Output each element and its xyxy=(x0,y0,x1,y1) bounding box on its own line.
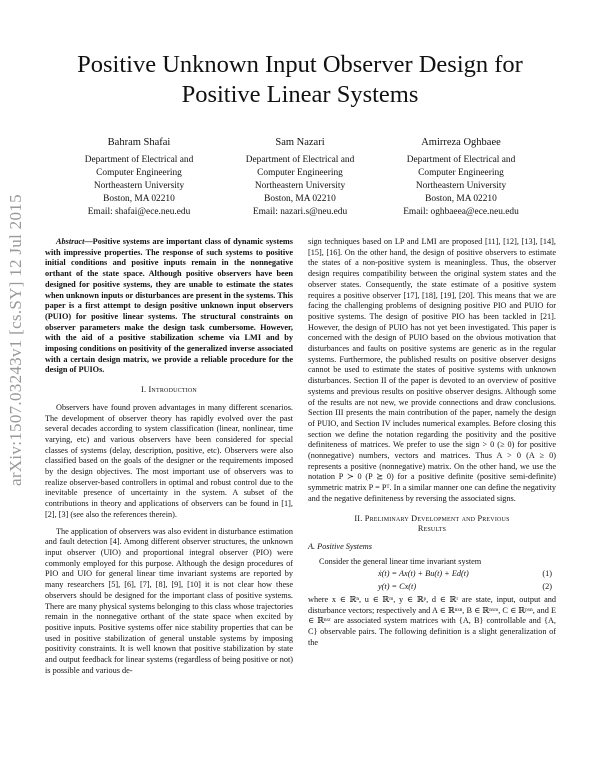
author-block-3 xyxy=(381,136,541,219)
author-affiliation-line: Northeastern University xyxy=(93,181,185,191)
left-column xyxy=(45,237,293,676)
section-2-paragraph-2: where x ∈ ℝⁿ, u ∈ ℝᵐ, y ∈ ℝᵖ, d ∈ ℝʳ are state, input, output and disturbance vectors; respectively and A ∈ ℝⁿˣⁿ, B ∈ ℝⁿˣᵐ, C ∈ ℝᵖˣⁿ, and E ∈ ℝⁿˣʳ are associated system matrices with {A, B} controllable and {A, C} observable pairs. The following definition is a slight generalization of the xyxy=(308,594,556,647)
author-affiliation-line: Department of Electrical and xyxy=(406,155,516,165)
section-2-heading xyxy=(308,514,556,535)
author-affiliation-line: Boston, MA 02210 xyxy=(264,194,336,204)
author-affiliation-line: Department of Electrical and xyxy=(84,155,194,165)
right-paragraph-1: sign techniques based on LP and LMI are proposed [11], [12], [13], [14], [15], [16]. On the other hand, the design of positive observers to estimate the states of a non-positive system is meaningless. Thus, the observer design requires compatibility between the original system states and the observer states. Consequently, the state estimate of a positive system requires a positive observer [17], [18], [19], [20]. This means that we are facing the challenging problems of designing positive PIO and PUIO for positive systems. The design of positive PIO has been tackled in [21]. However, the design of PUIO has not yet been investigated. This paper is concerned with the design of PUIO based on the obvious motivation that disturbances and faults on positive systems are generic as in the regular systems. Furthermore, the published results on positive observer designs cannot be used to estimate the states of positive systems with unknown disturbances. Section II of the paper is devoted to an overview of positive systems and previous results on positive observer designs. Although some of the results are not new, we provide connections and draw conclusions. Section III presents the main contribution of the paper, namely the design of PUIO, and Section IV includes numerical examples. Before closing this section we define the notation regarding the positivity and the positive definiteness of matrices. We prefer to use the sign > 0 (≥ 0) for positive (nonnegative) numbers, vectors and matrices. Thus A > 0 (A ≥ 0) represents a positive (nonnegative) matrix. On the other hand, we use the notation P ≻ 0 (P ⪰ 0) for a positive definite (positive semi-definite) symmetric matrix P = Pᵀ. In a similar manner one can define the negativity and the negative definiteness by reversing the associated signs. xyxy=(308,237,556,503)
intro-heading: I. Introduction xyxy=(141,385,197,395)
paper-title xyxy=(60,50,540,110)
section-2-paragraph-1: Consider the general linear time invariant system xyxy=(319,556,482,566)
equation-2-number: (2) xyxy=(542,582,552,592)
abstract xyxy=(45,237,293,376)
abstract-text: —Positive systems are important class of dynamic systems with impressive properties. The response of such systems to positive initial conditions and positive inputs remain in the nonnegative orthant of the state space. Although positive observers have been designed for positive systems, they are unable to estimate the states when unknown inputs or disturbances are present in the systems. This paper is a first attempt to design positive unknown input observers (PUIO) for positive linear systems. The structural constraints on observer parameters make the design task cumbersome. However, with the aid of a positive stabilization scheme via LMI and by imposing conditions on positivity of the generalized inverse associated with a certain design matrix, we provide a reliable procedure for the design of PUIOs. xyxy=(45,237,293,375)
equation-1-body: ẋ(t) = Ax(t) + Bu(t) + Ed(t) xyxy=(378,569,469,579)
author-affiliation-line: Boston, MA 02210 xyxy=(103,194,175,204)
arxiv-identifier: arXiv:1507.03243v1 [cs.SY] 12 Jul 2015 xyxy=(6,194,25,486)
author-affiliation-line: Northeastern University xyxy=(254,181,346,191)
author-name: Amirreza Oghbaee xyxy=(421,137,501,148)
author-block-1 xyxy=(59,136,219,219)
author-affiliation-line: Boston, MA 02210 xyxy=(425,194,497,204)
equation-2-body: y(t) = Cx(t) xyxy=(378,582,417,592)
intro-paragraph-2: The application of observers was also evident in disturbance estimation and fault detection [4]. Among different observer structures, the unknown input observer (UIO) and proportional integral observer (PIO) were commonly employed for this purpose. Although the design procedures of PIO and UIO for general linear time invariant systems are reported by many researchers [5], [6], [7], [8], [9], [10] it is not clear how these observers should be designed for the important class of positive systems. There are many physical systems belonging to this class whose trajectories remain in the nonnegative orthant of the state space when excited by positive inputs. Positive systems offer nice stability properties that can be used in positive stabilization of general unstable systems by imposing positivity constraints. It is well known that positive stabilization by state and output feedback for linear systems (regardless of being positive or not) is possible and various de- xyxy=(45,526,293,675)
author-name: Bahram Shafai xyxy=(107,137,171,148)
subsection-heading: A. Positive Systems xyxy=(308,541,372,551)
author-affiliation-line: Computer Engineering xyxy=(257,168,343,178)
author-affiliation-line: Computer Engineering xyxy=(418,168,504,178)
title-line-2: Positive Linear Systems xyxy=(181,81,419,108)
author-affiliation-line: Northeastern University xyxy=(415,181,507,191)
equation-1 xyxy=(308,569,556,580)
right-column xyxy=(308,237,556,648)
abstract-label: Abstract xyxy=(56,237,85,246)
author-email: Email: shafai@ece.neu.edu xyxy=(87,207,191,217)
title-line-1: Positive Unknown Input Observer Design for xyxy=(77,51,523,78)
author-block-2 xyxy=(220,136,380,219)
author-email: Email: oghbaeea@ece.neu.edu xyxy=(403,207,519,217)
author-affiliation-line: Department of Electrical and xyxy=(245,155,355,165)
author-email: Email: nazari.s@neu.edu xyxy=(252,207,348,217)
equation-2 xyxy=(308,582,556,593)
intro-paragraph-1: Observers have found proven advantages in many different scenarios. The development of observer theory has rapidly evolved over the past several decades according to system classification (linear, nonlinear, time varying, etc) and various observers have been considered for special classes of systems (delay, description, positive, etc). Observers were also classified based on the goals of the designer or the requirements imposed by the design objectives. The most important use of observers was to realize observer-based controllers in optimal and robust control due to the inevitable presence of uncertainty in the system. A subset of the contributions in theory and applications of observers can be found in [1], [2], [3] (see also the references therein). xyxy=(45,402,293,519)
author-name: Sam Nazari xyxy=(275,137,325,148)
equation-1-number: (1) xyxy=(542,569,552,579)
section-2-heading-line-1: II. Preliminary Development and Previous xyxy=(354,513,510,523)
author-affiliation-line: Computer Engineering xyxy=(96,168,182,178)
section-2-heading-line-2: Results xyxy=(417,524,447,534)
